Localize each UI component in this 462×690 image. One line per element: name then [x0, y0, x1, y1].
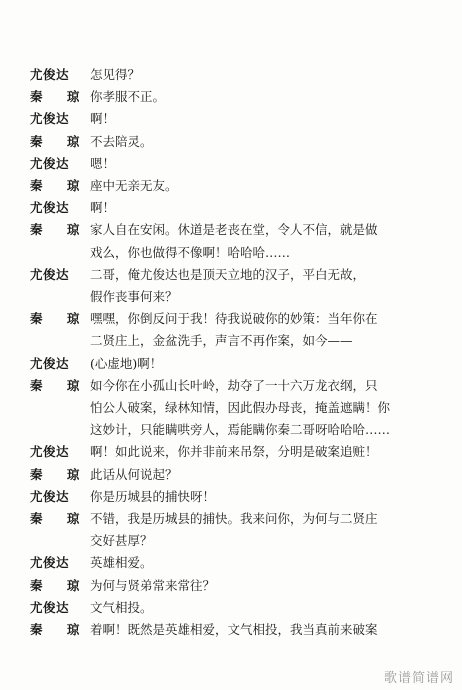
- speaker-name: 秦 琼: [30, 511, 90, 527]
- dialogue-line: [30, 175, 435, 197]
- dialogue-line: [30, 86, 435, 108]
- dialogue-text: 二贤庄上，金盆洗手，声言不再作案，如今——: [90, 333, 353, 349]
- dialogue-line: [30, 619, 435, 641]
- dialogue-text: 不去陪灵。: [90, 133, 153, 149]
- dialogue-line: [30, 508, 435, 530]
- dialogue-text: 戏么，你也做得不像啊！哈哈哈……: [90, 244, 291, 260]
- dialogue-line: [30, 375, 435, 397]
- dialogue-text: 假作丧事何来？: [90, 289, 178, 305]
- dialogue-text: 家人自在安闲。休道是老丧在堂，令人不信，就是做: [90, 222, 378, 238]
- dialogue-text: 着啊！既然是英雄相爱，文气相投，我当真前来破案: [90, 622, 378, 638]
- dialogue-line: [30, 108, 435, 130]
- dialogue-line: [30, 242, 435, 264]
- dialogue-line: [30, 219, 435, 241]
- dialogue-text: 啊！: [90, 111, 116, 127]
- dialogue-line: [30, 552, 435, 574]
- speaker-name: 秦 琼: [30, 577, 90, 593]
- dialogue-line: [30, 441, 435, 463]
- dialogue-line: [30, 264, 435, 286]
- dialogue-text: (心虚地)啊！: [90, 355, 163, 371]
- dialogue-line: [30, 575, 435, 597]
- speaker-name: 尤俊达: [30, 599, 70, 615]
- speaker-name: 秦 琼: [30, 89, 90, 105]
- dialogue-line: [30, 597, 435, 619]
- dialogue-line: [30, 197, 435, 219]
- dialogue-text: 嗯！: [90, 155, 116, 171]
- speaker-name: 尤俊达: [30, 155, 70, 171]
- dialogue-line: [30, 419, 435, 441]
- dialogue-line: [30, 486, 435, 508]
- dialogue-text: 嘿嘿，你倒反问于我！待我说破你的妙策：当年你在: [90, 311, 378, 327]
- dialogue-line: [30, 64, 435, 86]
- dialogue-line: [30, 153, 435, 175]
- speaker-name: 尤俊达: [30, 555, 70, 571]
- dialogue-text: 文气相投。: [90, 599, 153, 615]
- dialogue-line: [30, 131, 435, 153]
- dialogue-list: [30, 64, 435, 641]
- dialogue-line: [30, 286, 435, 308]
- dialogue-text: 此话从何说起？: [90, 466, 178, 482]
- speaker-name: 尤俊达: [30, 200, 70, 216]
- dialogue-line: [30, 530, 435, 552]
- speaker-name: 尤俊达: [30, 355, 70, 371]
- speaker-name: 秦 琼: [30, 178, 90, 194]
- dialogue-text: 你孝服不正。: [90, 89, 166, 105]
- dialogue-text: 二哥，俺尤俊达也是顶天立地的汉子，平白无故，: [90, 266, 366, 282]
- dialogue-text: 英雄相爱。: [90, 555, 153, 571]
- dialogue-line: [30, 397, 435, 419]
- speaker-name: 尤俊达: [30, 266, 70, 282]
- speaker-name: 秦 琼: [30, 222, 90, 238]
- speaker-name: 尤俊达: [30, 67, 70, 82]
- speaker-name: 尤俊达: [30, 444, 70, 460]
- dialogue-text: 啊！: [90, 200, 116, 216]
- dialogue-line: [30, 464, 435, 486]
- speaker-name: 秦 琼: [30, 466, 90, 482]
- speaker-name: 秦 琼: [30, 622, 90, 638]
- dialogue-line: [30, 308, 435, 330]
- speaker-name: 秦 琼: [30, 133, 90, 149]
- watermark: 歌谱简谱网: [383, 671, 454, 686]
- dialogue-text: 交好甚厚？: [90, 533, 153, 549]
- dialogue-text: 为何与贤弟常来常往？: [90, 577, 216, 593]
- dialogue-text: 不错，我是历城县的捕快。我来问你，为何与二贤庄: [90, 511, 378, 527]
- dialogue-line: [30, 330, 435, 352]
- speaker-name: 尤俊达: [30, 488, 70, 504]
- dialogue-text: 这妙计，只能瞒哄旁人，焉能瞒你秦二哥呀哈哈哈……: [90, 422, 391, 438]
- speaker-name: 秦 琼: [30, 311, 90, 327]
- dialogue-text: 怎见得？: [90, 67, 141, 82]
- dialogue-text: 你是历城县的捕快呀！: [90, 488, 216, 504]
- dialogue-text: 怕公人破案，绿林知情，因此假办母丧，掩盖遮瞒！你: [90, 400, 391, 416]
- dialogue-text: 如今你在小孤山长叶岭，劫夺了一十六万龙衣纲，只: [90, 377, 378, 393]
- speaker-name: 秦 琼: [30, 377, 90, 393]
- speaker-name: 尤俊达: [30, 111, 70, 127]
- dialogue-text: 座中无亲无友。: [90, 178, 178, 194]
- dialogue-line: [30, 353, 435, 375]
- dialogue-text: 啊！如此说来，你并非前来吊祭，分明是破案追赃！: [90, 444, 378, 460]
